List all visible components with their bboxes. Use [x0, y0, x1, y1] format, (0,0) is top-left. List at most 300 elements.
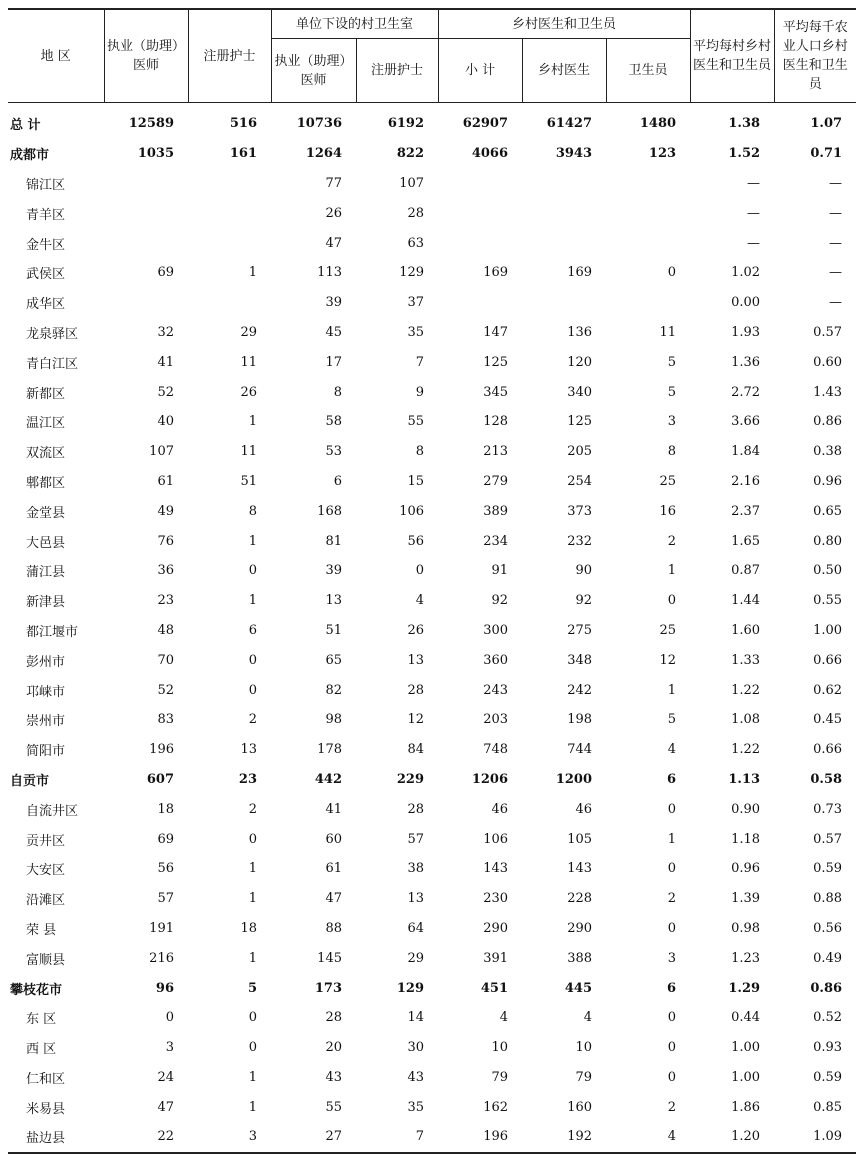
cell-doctor: 76: [157, 533, 174, 549]
cell-nurse: [188, 169, 271, 199]
cell-village-doctor: 120: [567, 354, 593, 370]
cell-subtotal: [438, 198, 522, 228]
cell-clinic-doctor: 145: [317, 950, 342, 966]
header-village-group: 乡村医生和卫生员: [438, 9, 690, 39]
cell-avg-per-village: 3.66: [731, 414, 761, 430]
table-row: [8, 526, 856, 556]
cell-clinic-doctor: 1264: [305, 146, 342, 162]
cell-avg-per-village: 1.08: [731, 712, 761, 728]
cell-health-worker: 12: [659, 652, 677, 668]
table-row: [8, 943, 856, 973]
cell-doctor: 70: [157, 652, 174, 668]
village-health-staff-table: [8, 8, 856, 1154]
cell-subtotal: 62907: [462, 116, 509, 132]
cell-doctor: 0: [165, 1010, 174, 1026]
cell-subtotal: 196: [438, 1122, 522, 1153]
cell-region: 锦江区: [26, 177, 66, 193]
cell-doctor: 607: [146, 771, 174, 787]
cell-clinic-doctor: 43: [325, 1069, 342, 1085]
cell-clinic-nurse: 35: [407, 324, 425, 340]
cell-clinic-doctor: 45: [325, 324, 342, 340]
cell-doctor: 69: [157, 265, 174, 281]
cell-clinic-nurse: 37: [407, 295, 425, 311]
cell-clinic-doctor: 98: [325, 712, 342, 728]
cell-doctor: 24: [157, 1069, 174, 1085]
cell-doctor: 47: [157, 1099, 174, 1115]
cell-village-doctor: 125: [567, 414, 593, 430]
cell-region: 总 计: [10, 118, 41, 134]
cell-avg-per-village: 1.36: [731, 354, 761, 370]
cell-health-worker: 4: [667, 742, 677, 758]
cell-avg-per-village: 0.87: [731, 563, 761, 579]
cell-region: 金堂县: [26, 505, 66, 521]
cell-doctor: 40: [157, 414, 174, 430]
cell-health-worker: 5: [667, 354, 677, 370]
cell-clinic-doctor: 41: [325, 801, 342, 817]
cell-health-worker: 0: [667, 265, 677, 281]
cell-health-worker: [606, 228, 690, 258]
cell-clinic-doctor: 77: [325, 175, 342, 191]
cell-subtotal: 391: [483, 950, 509, 966]
cell-doctor: 49: [157, 503, 174, 519]
cell-avg-per-thousand: 1.00: [813, 622, 843, 638]
cell-nurse: 1: [248, 950, 257, 966]
table-row: [8, 377, 856, 407]
cell-subtotal: 290: [483, 920, 509, 936]
cell-clinic-nurse: 35: [407, 1099, 425, 1115]
cell-health-worker: 3: [667, 414, 677, 430]
cell-subtotal: 389: [483, 503, 509, 519]
cell-doctor: 57: [157, 891, 174, 907]
cell-avg-per-thousand: 0.88: [813, 891, 843, 907]
cell-avg-per-village: 0.90: [731, 801, 761, 817]
cell-avg-per-village: 1.00: [731, 1069, 761, 1085]
cell-subtotal: 79: [491, 1069, 509, 1085]
cell-village-doctor: 61427: [546, 116, 593, 132]
cell-subtotal: 106: [483, 831, 509, 847]
cell-clinic-doctor: 39: [325, 563, 342, 579]
header-clinic-doctor: 执业（助理）医师: [271, 39, 356, 103]
table-row: [8, 586, 856, 616]
table-row: [8, 407, 856, 437]
cell-avg-per-thousand: 0.45: [813, 712, 843, 728]
cell-clinic-doctor: 61: [325, 861, 342, 877]
cell-clinic-nurse: 64: [407, 920, 425, 936]
table-row: [8, 645, 856, 675]
cell-health-worker: [606, 198, 690, 228]
cell-clinic-nurse: 28: [407, 801, 425, 817]
cell-clinic-doctor: 53: [325, 444, 342, 460]
header-avg-per-village: 平均每村乡村医生和卫生员: [690, 9, 774, 103]
cell-avg-per-thousand: 0.57: [813, 831, 843, 847]
cell-clinic-nurse: 43: [407, 1069, 425, 1085]
cell-avg-per-village: —: [747, 235, 761, 251]
cell-avg-per-village: 1.86: [731, 1099, 761, 1115]
cell-village-doctor: [522, 198, 606, 228]
cell-subtotal: 213: [483, 444, 509, 460]
cell-avg-per-village: 1.02: [731, 265, 761, 281]
cell-clinic-nurse: 12: [407, 712, 425, 728]
table-row: [8, 198, 856, 228]
cell-doctor: 61: [157, 473, 174, 489]
cell-clinic-nurse: 14: [407, 1010, 425, 1026]
cell-nurse: 18: [240, 920, 257, 936]
cell-health-worker: 2: [667, 533, 677, 549]
cell-region: 彭州市: [26, 654, 66, 670]
cell-avg-per-thousand: 0.52: [813, 1010, 843, 1026]
cell-clinic-doctor: 58: [325, 414, 342, 430]
cell-nurse: 8: [248, 503, 257, 519]
cell-clinic-doctor: 60: [325, 831, 342, 847]
cell-clinic-doctor: 17: [325, 354, 342, 370]
cell-avg-per-thousand: 0.73: [813, 801, 843, 817]
cell-subtotal: 234: [483, 533, 509, 549]
cell-clinic-doctor: 88: [325, 920, 342, 936]
cell-clinic-nurse: 56: [407, 533, 425, 549]
cell-doctor: [104, 288, 188, 318]
cell-avg-per-thousand: 0.86: [810, 980, 843, 996]
cell-clinic-doctor: 55: [325, 1099, 342, 1115]
cell-village-doctor: 373: [567, 503, 593, 519]
cell-region: 都江堰市: [26, 624, 79, 640]
cell-clinic-nurse: 229: [396, 771, 425, 787]
cell-subtotal: 143: [483, 861, 509, 877]
cell-nurse: 2: [248, 801, 257, 817]
cell-nurse: 0: [248, 1040, 257, 1056]
cell-avg-per-village: 1.60: [731, 622, 761, 638]
cell-doctor: 12589: [128, 116, 174, 132]
cell-region: 邛崃市: [26, 684, 66, 700]
cell-clinic-nurse: 28: [407, 205, 425, 221]
cell-region: 大安区: [26, 863, 66, 879]
cell-nurse: 0: [248, 831, 257, 847]
cell-doctor: [104, 228, 188, 258]
cell-village-doctor: 254: [567, 473, 593, 489]
cell-avg-per-thousand: —: [829, 205, 843, 221]
cell-nurse: 0: [248, 682, 257, 698]
table-row: [8, 556, 856, 586]
cell-region: 郫都区: [26, 475, 66, 491]
cell-avg-per-village: 1.39: [731, 891, 761, 907]
cell-nurse: 516: [229, 116, 257, 132]
cell-avg-per-village: 1.44: [731, 593, 761, 609]
cell-clinic-doctor: 6: [333, 473, 342, 489]
cell-subtotal: 1206: [471, 771, 509, 787]
cell-region: 青羊区: [26, 207, 66, 223]
cell-clinic-nurse: 13: [407, 891, 425, 907]
cell-health-worker: 11: [659, 324, 677, 340]
cell-village-doctor: 232: [567, 533, 593, 549]
cell-clinic-doctor: 26: [325, 205, 342, 221]
cell-nurse: 0: [248, 1010, 257, 1026]
cell-doctor: 69: [157, 831, 174, 847]
cell-subtotal: 4: [499, 1010, 509, 1026]
cell-doctor: 96: [155, 980, 174, 996]
cell-health-worker: 1: [667, 682, 677, 698]
cell-village-doctor: 348: [567, 652, 593, 668]
cell-health-worker: 5: [667, 712, 677, 728]
cell-subtotal: 162: [483, 1099, 509, 1115]
table-row: [8, 228, 856, 258]
cell-avg-per-village: 1.29: [728, 980, 761, 996]
cell-subtotal: 92: [491, 593, 509, 609]
cell-region: 米易县: [26, 1101, 66, 1117]
table-row-summary: [8, 139, 856, 169]
cell-clinic-doctor: 27: [271, 1122, 356, 1153]
table-row: [8, 854, 856, 884]
table-row: [8, 169, 856, 199]
cell-health-worker: 16: [659, 503, 677, 519]
cell-avg-per-thousand: —: [829, 265, 843, 281]
cell-region: 双流区: [26, 446, 66, 462]
cell-subtotal: 230: [483, 891, 509, 907]
cell-avg-per-village: 1.33: [731, 652, 761, 668]
cell-region: 盐边县: [8, 1122, 104, 1153]
cell-health-worker: 1480: [639, 116, 677, 132]
cell-nurse: 13: [240, 742, 257, 758]
cell-avg-per-thousand: —: [829, 175, 843, 191]
cell-doctor: 52: [157, 682, 174, 698]
table-body: [8, 103, 856, 1153]
cell-region: 青白江区: [26, 356, 79, 372]
table-row: [8, 1092, 856, 1122]
cell-subtotal: 203: [483, 712, 509, 728]
cell-nurse: 161: [229, 146, 257, 162]
cell-subtotal: 300: [483, 622, 509, 638]
cell-village-doctor: 92: [575, 593, 593, 609]
cell-clinic-doctor: 47: [325, 235, 342, 251]
cell-clinic-nurse: 8: [415, 444, 425, 460]
cell-doctor: 1035: [137, 146, 174, 162]
cell-region: 龙泉驿区: [26, 326, 79, 342]
cell-health-worker: 0: [667, 1010, 677, 1026]
table-header: [8, 9, 856, 103]
cell-region: 成华区: [26, 297, 66, 313]
cell-health-worker: 0: [667, 801, 677, 817]
cell-subtotal: 345: [483, 384, 509, 400]
cell-village-doctor: 46: [575, 801, 593, 817]
cell-region: 武侯区: [26, 267, 66, 283]
cell-nurse: [188, 198, 271, 228]
cell-avg-per-village: 1.13: [728, 771, 761, 787]
header-doctor: 执业（助理）医师: [104, 9, 188, 103]
cell-subtotal: 451: [480, 980, 509, 996]
cell-subtotal: [438, 228, 522, 258]
cell-avg-per-village: 1.65: [731, 533, 761, 549]
cell-doctor: 196: [149, 742, 174, 758]
cell-doctor: 3: [165, 1040, 174, 1056]
cell-avg-per-village: 1.22: [731, 682, 761, 698]
cell-nurse: 2: [248, 712, 257, 728]
cell-avg-per-thousand: 0.60: [813, 354, 843, 370]
table-row: [8, 884, 856, 914]
cell-avg-per-village: 1.20: [690, 1122, 774, 1153]
table-row: [8, 1033, 856, 1063]
cell-region: 仁和区: [26, 1071, 66, 1087]
cell-clinic-nurse: 15: [407, 473, 425, 489]
cell-nurse: 0: [248, 563, 257, 579]
cell-clinic-nurse: 13: [407, 652, 425, 668]
cell-nurse: 51: [240, 473, 257, 489]
cell-clinic-doctor: 51: [325, 622, 342, 638]
cell-clinic-doctor: 13: [325, 593, 342, 609]
table-row: [8, 675, 856, 705]
cell-subtotal: 4066: [471, 146, 509, 162]
cell-village-doctor: 105: [567, 831, 593, 847]
cell-avg-per-thousand: 0.66: [813, 742, 843, 758]
cell-village-doctor: 275: [567, 622, 593, 638]
cell-clinic-doctor: 8: [333, 384, 342, 400]
cell-nurse: 1: [248, 265, 257, 281]
cell-doctor: 41: [157, 354, 174, 370]
table-row: [8, 735, 856, 765]
cell-region: 大邑县: [26, 535, 66, 551]
cell-subtotal: 46: [491, 801, 509, 817]
cell-region: 金牛区: [26, 237, 66, 253]
cell-village-doctor: 290: [567, 920, 593, 936]
cell-clinic-nurse: 107: [399, 175, 425, 191]
cell-nurse: [188, 228, 271, 258]
table-row: [8, 437, 856, 467]
cell-village-doctor: 445: [564, 980, 593, 996]
cell-avg-per-village: 2.72: [731, 384, 761, 400]
cell-clinic-nurse: 28: [407, 682, 425, 698]
cell-subtotal: 243: [483, 682, 509, 698]
cell-health-worker: 1: [667, 831, 677, 847]
cell-village-doctor: 205: [567, 444, 593, 460]
cell-avg-per-village: —: [747, 175, 761, 191]
cell-village-doctor: 79: [575, 1069, 593, 1085]
table-row: [8, 347, 856, 377]
cell-avg-per-village: 0.00: [731, 295, 761, 311]
cell-village-doctor: 169: [567, 265, 593, 281]
table-row: [8, 467, 856, 497]
cell-avg-per-thousand: 0.65: [813, 503, 843, 519]
cell-village-doctor: 10: [575, 1040, 593, 1056]
cell-health-worker: 0: [667, 861, 677, 877]
cell-health-worker: 6: [667, 771, 677, 787]
table-row-summary: [8, 973, 856, 1003]
cell-village-doctor: [522, 228, 606, 258]
cell-avg-per-thousand: 0.71: [810, 146, 843, 162]
cell-nurse: 0: [248, 652, 257, 668]
cell-subtotal: 748: [483, 742, 509, 758]
header-village-doctor: 乡村医生: [522, 39, 606, 103]
cell-clinic-doctor: 81: [325, 533, 342, 549]
cell-region: 自流井区: [26, 803, 79, 819]
cell-health-worker: 0: [667, 1069, 677, 1085]
header-clinic-nurse: 注册护士: [356, 39, 438, 103]
cell-doctor: 48: [157, 622, 174, 638]
cell-health-worker: 8: [667, 444, 677, 460]
cell-subtotal: 10: [491, 1040, 509, 1056]
cell-doctor: 216: [149, 950, 174, 966]
cell-region: 新津县: [26, 595, 66, 611]
cell-health-worker: 6: [667, 980, 677, 996]
cell-clinic-nurse: 9: [415, 384, 425, 400]
table-row: [8, 616, 856, 646]
cell-avg-per-thousand: 0.59: [813, 1069, 843, 1085]
cell-health-worker: 123: [648, 146, 677, 162]
cell-avg-per-village: 1.18: [731, 831, 761, 847]
cell-health-worker: 1: [667, 563, 677, 579]
cell-clinic-doctor: 47: [325, 891, 342, 907]
cell-clinic-doctor: 20: [325, 1040, 342, 1056]
cell-village-doctor: 192: [522, 1122, 606, 1153]
cell-nurse: 29: [240, 324, 257, 340]
cell-clinic-doctor: 178: [317, 742, 342, 758]
cell-clinic-nurse: 84: [407, 742, 425, 758]
cell-subtotal: 91: [491, 563, 509, 579]
cell-region: 荣 县: [26, 922, 57, 938]
cell-avg-per-thousand: 1.09: [774, 1122, 856, 1153]
cell-clinic-nurse: 129: [399, 265, 425, 281]
cell-subtotal: 360: [483, 652, 509, 668]
table-row: [8, 705, 856, 735]
cell-health-worker: 25: [659, 473, 677, 489]
cell-nurse: 26: [240, 384, 257, 400]
cell-avg-per-thousand: 0.58: [810, 771, 843, 787]
cell-nurse: 6: [248, 622, 257, 638]
cell-nurse: 11: [240, 444, 257, 460]
cell-region: 富顺县: [26, 952, 66, 968]
header-clinic-group: 单位下设的村卫生室: [271, 9, 438, 39]
cell-health-worker: 2: [667, 891, 677, 907]
cell-subtotal: [438, 169, 522, 199]
table-row: [8, 914, 856, 944]
cell-clinic-nurse: 0: [415, 563, 425, 579]
cell-doctor: 107: [149, 444, 174, 460]
table-row: [8, 824, 856, 854]
cell-village-doctor: 160: [567, 1099, 593, 1115]
header-avg-per-thousand: 平均每千农业人口乡村医生和卫生员: [774, 9, 856, 103]
cell-clinic-doctor: 173: [314, 980, 342, 996]
header-subtotal: 小 计: [438, 39, 522, 103]
cell-region: 自贡市: [10, 773, 50, 789]
cell-avg-per-thousand: 0.86: [813, 414, 843, 430]
cell-nurse: 1: [248, 891, 257, 907]
cell-subtotal: 128: [483, 414, 509, 430]
cell-avg-per-thousand: —: [829, 295, 843, 311]
cell-nurse: 1: [248, 414, 257, 430]
cell-clinic-nurse: 7: [415, 354, 425, 370]
cell-village-doctor: 388: [567, 950, 593, 966]
cell-village-doctor: 340: [567, 384, 593, 400]
cell-village-doctor: [522, 288, 606, 318]
cell-avg-per-thousand: —: [829, 235, 843, 251]
cell-clinic-nurse: 38: [407, 861, 425, 877]
cell-doctor: 52: [157, 384, 174, 400]
cell-village-doctor: 136: [567, 324, 593, 340]
cell-avg-per-village: 1.52: [728, 146, 761, 162]
cell-avg-per-thousand: 0.57: [813, 324, 843, 340]
cell-doctor: 83: [157, 712, 174, 728]
cell-doctor: [104, 169, 188, 199]
cell-nurse: 1: [248, 533, 257, 549]
cell-avg-per-village: 1.23: [731, 950, 761, 966]
cell-avg-per-thousand: 0.55: [813, 593, 843, 609]
cell-health-worker: 2: [667, 1099, 677, 1115]
cell-health-worker: 0: [667, 593, 677, 609]
cell-nurse: 3: [188, 1122, 271, 1153]
cell-clinic-doctor: 113: [317, 265, 342, 281]
header-health-worker: 卫生员: [606, 39, 690, 103]
cell-clinic-nurse: 129: [396, 980, 425, 996]
cell-village-doctor: 90: [575, 563, 593, 579]
cell-village-doctor: 744: [567, 742, 593, 758]
cell-clinic-nurse: 106: [399, 503, 425, 519]
cell-region: 新都区: [26, 386, 66, 402]
